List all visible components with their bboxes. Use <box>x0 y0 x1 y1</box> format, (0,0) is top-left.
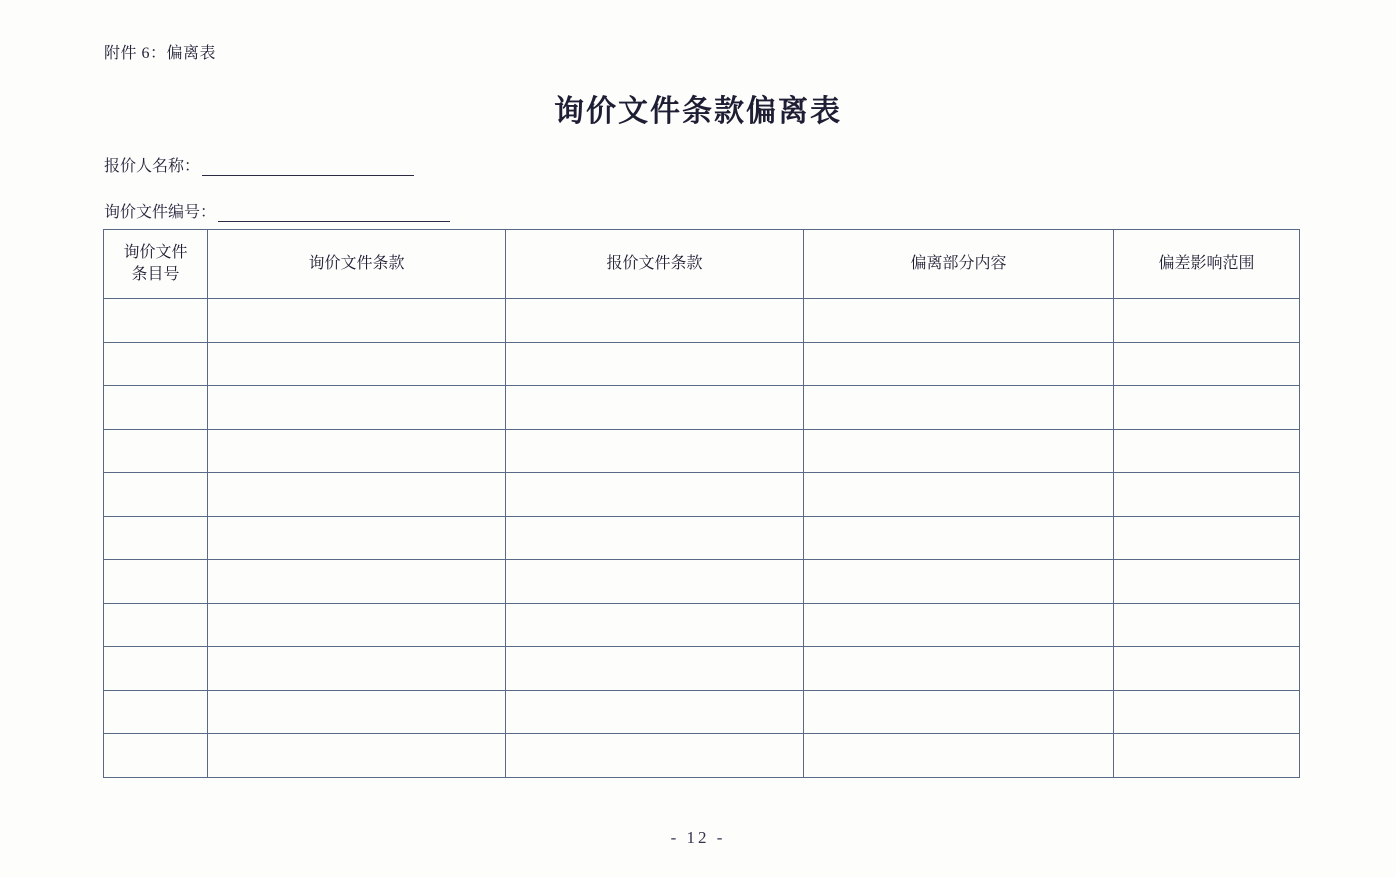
attachment-label: 附件 6：偏离表 <box>104 45 217 62</box>
table-cell[interactable] <box>1114 690 1300 734</box>
column-header-inquiry-clause: 询价文件条款 <box>208 230 506 299</box>
table-row <box>104 647 1300 691</box>
field-document-number-input[interactable] <box>218 205 450 222</box>
table-cell[interactable] <box>1114 429 1300 473</box>
table-row <box>104 429 1300 473</box>
table-cell[interactable] <box>1114 603 1300 647</box>
table-row <box>104 560 1300 604</box>
table-cell[interactable] <box>1114 386 1300 430</box>
table-cell[interactable] <box>1114 516 1300 560</box>
table-cell[interactable] <box>208 299 506 343</box>
table-cell[interactable] <box>104 516 208 560</box>
table-cell[interactable] <box>804 429 1114 473</box>
table-cell[interactable] <box>104 473 208 517</box>
table-cell[interactable] <box>1114 342 1300 386</box>
table-cell[interactable] <box>104 429 208 473</box>
column-header-deviation-impact: 偏差影响范围 <box>1114 230 1300 299</box>
table-cell[interactable] <box>804 342 1114 386</box>
table-cell[interactable] <box>1114 647 1300 691</box>
table-cell[interactable] <box>104 734 208 778</box>
table-row <box>104 516 1300 560</box>
column-header-deviation-content: 偏离部分内容 <box>804 230 1114 299</box>
table-cell[interactable] <box>804 690 1114 734</box>
table-row <box>104 690 1300 734</box>
table-cell[interactable] <box>208 473 506 517</box>
table-cell[interactable] <box>804 560 1114 604</box>
table-cell[interactable] <box>506 734 804 778</box>
table-cell[interactable] <box>1114 299 1300 343</box>
table-cell[interactable] <box>804 386 1114 430</box>
field-bidder-name-label: 报价人名称： <box>104 158 201 175</box>
table-cell[interactable] <box>104 560 208 604</box>
table-cell[interactable] <box>208 690 506 734</box>
table-cell[interactable] <box>804 603 1114 647</box>
field-bidder-name-input[interactable] <box>202 159 414 176</box>
field-document-number <box>104 199 450 222</box>
field-bidder-name <box>104 153 414 176</box>
table-row <box>104 342 1300 386</box>
column-header-item-number-line2: 条目号 <box>131 266 180 283</box>
table-cell[interactable] <box>506 647 804 691</box>
table-cell[interactable] <box>804 473 1114 517</box>
table-cell[interactable] <box>506 299 804 343</box>
table-cell[interactable] <box>804 299 1114 343</box>
column-header-item-number-line1: 询价文件 <box>123 244 188 262</box>
table-row <box>104 386 1300 430</box>
table-cell[interactable] <box>104 342 208 386</box>
table-cell[interactable] <box>506 516 804 560</box>
deviation-table <box>103 229 1300 778</box>
table-cell[interactable] <box>208 386 506 430</box>
table-cell[interactable] <box>506 690 804 734</box>
table-cell[interactable] <box>208 516 506 560</box>
table-cell[interactable] <box>506 473 804 517</box>
column-header-quotation-clause: 报价文件条款 <box>506 230 804 299</box>
table-cell[interactable] <box>1114 473 1300 517</box>
table-cell[interactable] <box>104 603 208 647</box>
table-cell[interactable] <box>506 386 804 430</box>
table-cell[interactable] <box>208 560 506 604</box>
table-cell[interactable] <box>208 429 506 473</box>
page-number: - 12 - <box>670 828 726 847</box>
table-cell[interactable] <box>104 299 208 343</box>
table-header-row <box>104 230 1300 299</box>
table-cell[interactable] <box>1114 560 1300 604</box>
table-cell[interactable] <box>804 647 1114 691</box>
table-cell[interactable] <box>506 603 804 647</box>
table-row <box>104 473 1300 517</box>
table-cell[interactable] <box>1114 734 1300 778</box>
table-cell[interactable] <box>506 342 804 386</box>
table-cell[interactable] <box>804 734 1114 778</box>
table-cell[interactable] <box>506 560 804 604</box>
table-cell[interactable] <box>506 429 804 473</box>
column-header-item-number <box>104 230 208 299</box>
table-row <box>104 299 1300 343</box>
table-row <box>104 734 1300 778</box>
table-cell[interactable] <box>104 386 208 430</box>
table-cell[interactable] <box>208 342 506 386</box>
table-cell[interactable] <box>208 603 506 647</box>
table-cell[interactable] <box>104 690 208 734</box>
page-title: 询价文件条款偏离表 <box>554 95 842 128</box>
table-cell[interactable] <box>208 647 506 691</box>
table-row <box>104 603 1300 647</box>
table-cell[interactable] <box>804 516 1114 560</box>
table-cell[interactable] <box>208 734 506 778</box>
table-cell[interactable] <box>104 647 208 691</box>
field-document-number-label: 询价文件编号： <box>104 204 217 221</box>
